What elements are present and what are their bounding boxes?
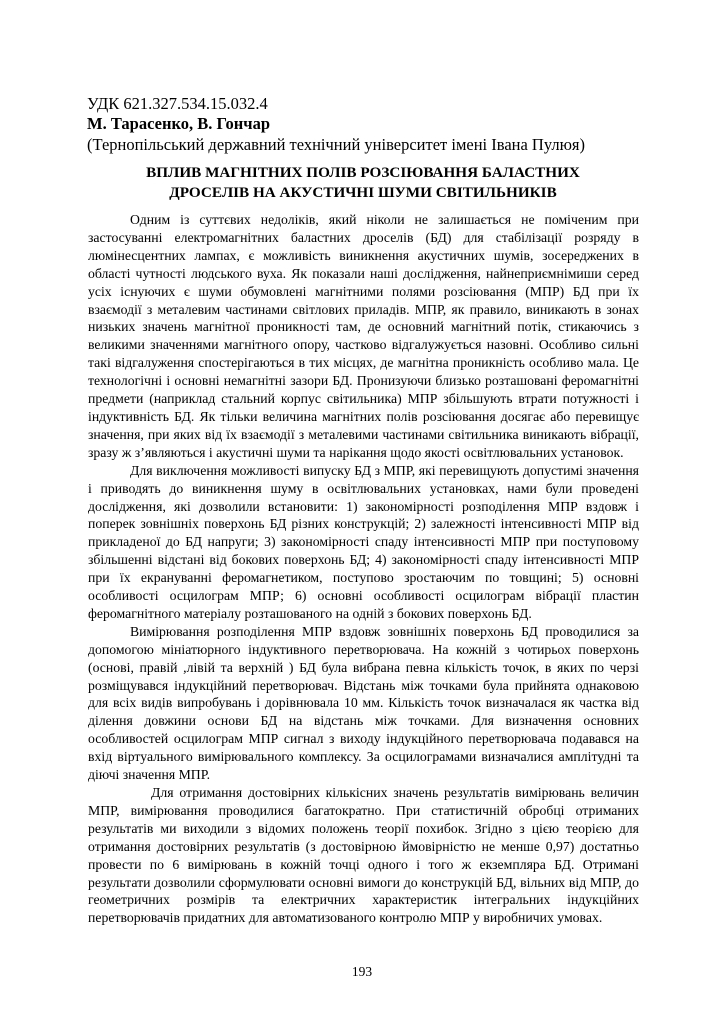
paragraph-2: Для виключення можливості випуску БД з МПР, які перевищують допустимі значення і приводять до виникнення шуму в освітлювальних установках, нами були проведені дослідження, які дозволили встановити: 1) закономірності розподілення МПР вздовж і поперек зовнішніх поверхонь БД різних конструкцій; 2) залежності інтенсивності МПР від прикладеної до БД напруги; 3) закономірності спаду інтенсивності МПР при поступовому збільшенні відстані від бокових поверхонь БД; 4) закономірності спаду інтенсивності МПР при їх екрануванні феромагнетиком, поступово зростаючим по товщині; 5) основні особливості осцилограм МПР; 6) основні особливості осцилограм вібрації пластин феромагнітного матеріалу розташованого на одній з бокових поверхонь БД. (88, 462, 639, 621)
title-line-1: ВПЛИВ МАГНІТНИХ ПОЛІВ РОЗСІЮВАННЯ БАЛАСТНИХ (146, 164, 580, 181)
paragraph-3: Вимірювання розподілення МПР вздовж зовнішніх поверхонь БД проводилися за допомогою мініатюрного індуктивного перетворювача. На кожній з чотирьох поверхонь (основі, правій ,лівій та верхній ) БД була вибрана певна кількість точок, в яких по черзі розміщувався індукційний перетворювач. Відстань між точками була прийнята однаковою для всіх видів випробувань і дорівнювала 10 мм. Кількість точок визначалася як частка від ділення довжини основи БД на відстань між точками. Для визначення основних особливостей осцилограм МПР сигнал з виходу індукційного перетворювача подавався на вхід віртуального вимірювального комплексу. За осцилограмами визначалися амплітудні та діючі значення МПР. (88, 623, 639, 783)
authors: М. Тарасенко, В. Гончар (87, 114, 271, 133)
affiliation: (Тернопільський державний технічний університет імені Івана Пулюя) (87, 135, 586, 154)
article-title (87, 163, 639, 202)
title-line-2: ДРОСЕЛІВ НА АКУСТИЧНІ ШУМИ СВІТИЛЬНИКІВ (169, 183, 557, 201)
article-body (88, 211, 639, 927)
page-number: 193 (351, 964, 373, 979)
paragraph-4: Для отримання достовірних кількісних значень результатів вимірювань величин МПР, вимірювання проводилися багатократно. При статистичній обробці отриманих результатів ми виходили з відомих положень теорії похибок. Згідно з цією теорією для отримання достовірних результатів (з достовірною ймовірністю не менше 0,97) достатньо провести по 6 вимірювань в кожній точці одного і того ж екземпляра БД. Отримані результати дозволили сформулювати основні вимоги до конструкцій БД, вільних від МПР, до геометричних розмірів та електричних характеристик інтегральних індукційних перетворювачів придатних для автоматизованого контролю МПР у виробничих умовах. (88, 785, 639, 926)
paragraph-1: Одним із суттєвих недоліків, який ніколи не залишається не поміченим при застосуванні електромагнітних баластних дроселів (БД) для стабілізації розряду в люмінесцентних лампах, є можливість виникнення акустичних шумів, зосереджених в області чутності людського вуха. Як показали наші дослідження, найнеприємнімиши серед усіх існуючих є шуми обумовлені магнітними полями розсіювання (МПР) БД при їх взаємодії з металевим частинами світлових приладів. МПР, як правило, виникають в зонах низьких значень магнітної проникності там, де основний магнітний потік, стикаючись з великими значеннями магнітного опору, частково відгалужується назовні. Особливо сильні такі відгалуження спостерігаються в тих місцях, де магнітна проникність особливо мала. Це технологічні і основні немагнітні зазори БД. Пронизуючи близько розташовані феромагнітні предмети (наприклад стальний корпус світильника) МПР збільшують втрати потужності і індуктивність БД. Як тільки величина магнітних полів розсіювання досягає або перевищує значення, при яких від їх взаємодії з металевими частинами світильника виникають вібрації, зразу ж з’являються і акустичні шуми та нарікання щодо якості освітлювальних установок. (88, 212, 639, 460)
udk-code: УДК 621.327.534.15.032.4 (87, 94, 268, 113)
